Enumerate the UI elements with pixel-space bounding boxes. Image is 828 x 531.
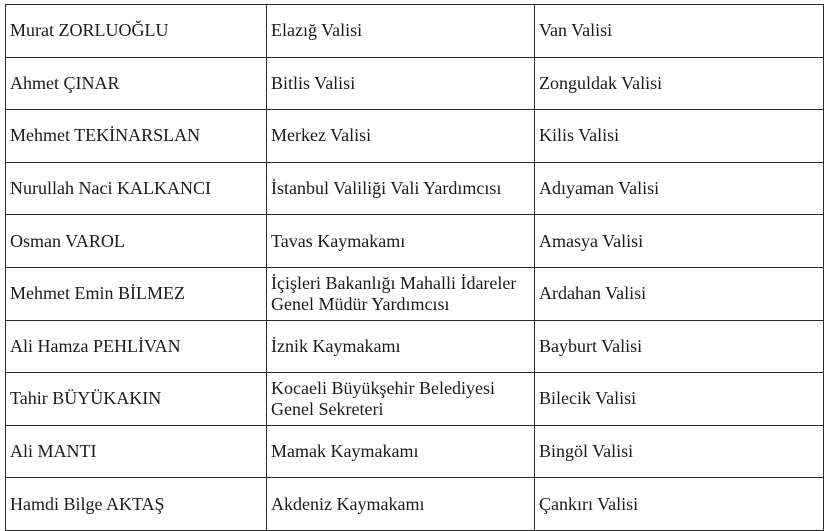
table-row [6,215,824,268]
current-post-cell: Mamak Kaymakamı [267,425,535,478]
table-row [6,57,824,110]
new-post-cell: Adıyaman Valisi [535,162,824,215]
new-post-cell: Ardahan Valisi [535,267,824,320]
new-post-cell: Kilis Valisi [535,110,824,163]
name-cell: Ali MANTI [6,425,267,478]
new-post-cell: Bingöl Valisi [535,425,824,478]
name-cell: Osman VAROL [6,215,267,268]
current-post-cell: İznik Kaymakamı [267,320,535,373]
current-post-cell: İçişleri Bakanlığı Mahalli İdareler Genel Müdür Yardımcısı [267,267,535,320]
name-cell: Hamdi Bilge AKTAŞ [6,478,267,531]
new-post-cell: Van Valisi [535,5,824,58]
table-row [6,373,824,426]
name-cell: Mehmet Emin BİLMEZ [6,267,267,320]
name-cell: Ali Hamza PEHLİVAN [6,320,267,373]
appointments-table [5,4,824,531]
current-post-cell: Bitlis Valisi [267,57,535,110]
name-cell: Mehmet TEKİNARSLAN [6,110,267,163]
new-post-cell: Zonguldak Valisi [535,57,824,110]
current-post-cell: Elazığ Valisi [267,5,535,58]
new-post-cell: Bayburt Valisi [535,320,824,373]
table-row [6,425,824,478]
new-post-cell: Bilecik Valisi [535,373,824,426]
current-post-cell: Merkez Valisi [267,110,535,163]
name-cell: Nurullah Naci KALKANCI [6,162,267,215]
name-cell: Tahir BÜYÜKAKIN [6,373,267,426]
current-post-cell: Kocaeli Büyükşehir Belediyesi Genel Sekreteri [267,373,535,426]
name-cell: Ahmet ÇINAR [6,57,267,110]
current-post-cell: Akdeniz Kaymakamı [267,478,535,531]
table-row [6,110,824,163]
name-cell: Murat ZORLUOĞLU [6,5,267,58]
new-post-cell: Çankırı Valisi [535,478,824,531]
new-post-cell: Amasya Valisi [535,215,824,268]
table-row [6,162,824,215]
table-row [6,320,824,373]
table-row [6,478,824,531]
table-row [6,267,824,320]
current-post-cell: İstanbul Valiliği Vali Yardımcısı [267,162,535,215]
current-post-cell: Tavas Kaymakamı [267,215,535,268]
table-row [6,5,824,58]
